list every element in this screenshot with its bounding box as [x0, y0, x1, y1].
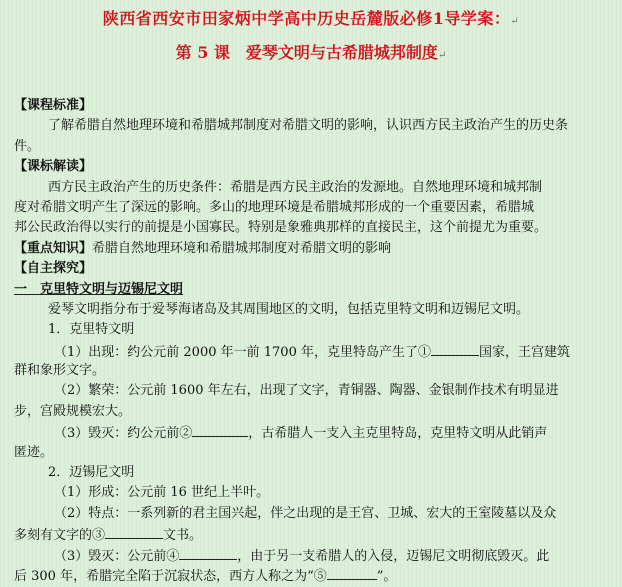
paragraph-line: 西方民主政治产生的历史条件：希腊是西方民主政治的发源地。自然地理环境和城邦制: [48, 179, 543, 195]
paragraph-line: 邦公民政治得以实行的前提是小国寡民。特别是象雅典那样的直接民主，这个前提尤为重要。: [14, 220, 548, 236]
paragraph-line: （1）出现：约公元前 2000 年一前 1700 年，克里特岛产生了① 国家，王宫建筑: [14, 341, 606, 361]
paragraph-line: （2）繁荣：公元前 1600 年左右，出现了文字，青铜器、陶器、金银制作技术有明显进: [54, 383, 559, 399]
blank-1[interactable]: [431, 341, 479, 356]
blank-4[interactable]: [179, 545, 237, 560]
paragraph-line: （1）形成：公元前 16 世纪上半叶。: [54, 485, 270, 501]
paragraph-line: 步，宫殿规模宏大。: [14, 403, 132, 419]
part-one-heading: 一 克里特文明与迈锡尼文明: [14, 281, 184, 297]
blank-3[interactable]: [105, 524, 163, 539]
paragraph-line: 了解希腊自然地理环境和希腊城邦制度对希腊文明的影响，认识西方民主政治产生的历史条: [48, 118, 569, 134]
paragraph-line: 匿迹。: [14, 444, 54, 460]
key-knowledge-line: 【重点知识】希腊自然地理环境和希腊城邦制度对希腊文明的影响: [14, 240, 392, 256]
paragraph-line: （3）毁灭：公元前④ ，由于另一支希腊人的入侵，迈锡尼文明彻底毁灭。此: [14, 545, 606, 565]
paragraph-line: 件。: [14, 138, 41, 154]
paragraph-line: 度对希腊文明产生了深远的影响。多山的地理环境是希腊城邦形成的一个重要因素，希腊城: [14, 199, 535, 215]
paragraph-line: 多刻有文字的③ 文书。: [14, 524, 606, 544]
mycenae-heading: 2．迈锡尼文明: [48, 465, 135, 481]
paragraph-line: 后 300 年，希腊完全陷于沉寂状态，西方人称之为“⑤ ”。: [14, 565, 606, 585]
section-heading-reading: 【课标解读】: [14, 159, 93, 175]
section-heading-key: 【重点知识】: [14, 240, 93, 256]
section-heading-explore: 【自主探究】: [14, 261, 93, 277]
paragraph-line: 群和象形文字。: [14, 363, 106, 379]
crete-heading: 1．克里特文明: [48, 322, 135, 338]
blank-5[interactable]: [327, 565, 377, 580]
document-body: [14, 96, 606, 585]
paragraph-line: 爱琴文明指分布于爱琴海诸岛及其周围地区的文明，包括克里特文明和迈锡尼文明。: [48, 301, 530, 317]
lesson-title: 第 5 课 爱琴文明与古希腊城邦制度↵: [175, 43, 447, 62]
section-heading-standard: 【课程标准】: [14, 98, 93, 113]
paragraph-line: （2）特点：一系列新的君主国兴起，伴之出现的是王宫、卫城、宏大的王室陵墓以及众: [54, 505, 557, 521]
document-title: 陕西省西安市田家炳中学高中历史岳麓版必修1导学案：↵: [102, 9, 520, 28]
paragraph-line: （3）毁灭：约公元前② ，古希腊人一支入主克里特岛，克里特文明从此销声: [14, 422, 606, 442]
blank-2[interactable]: [192, 422, 248, 437]
